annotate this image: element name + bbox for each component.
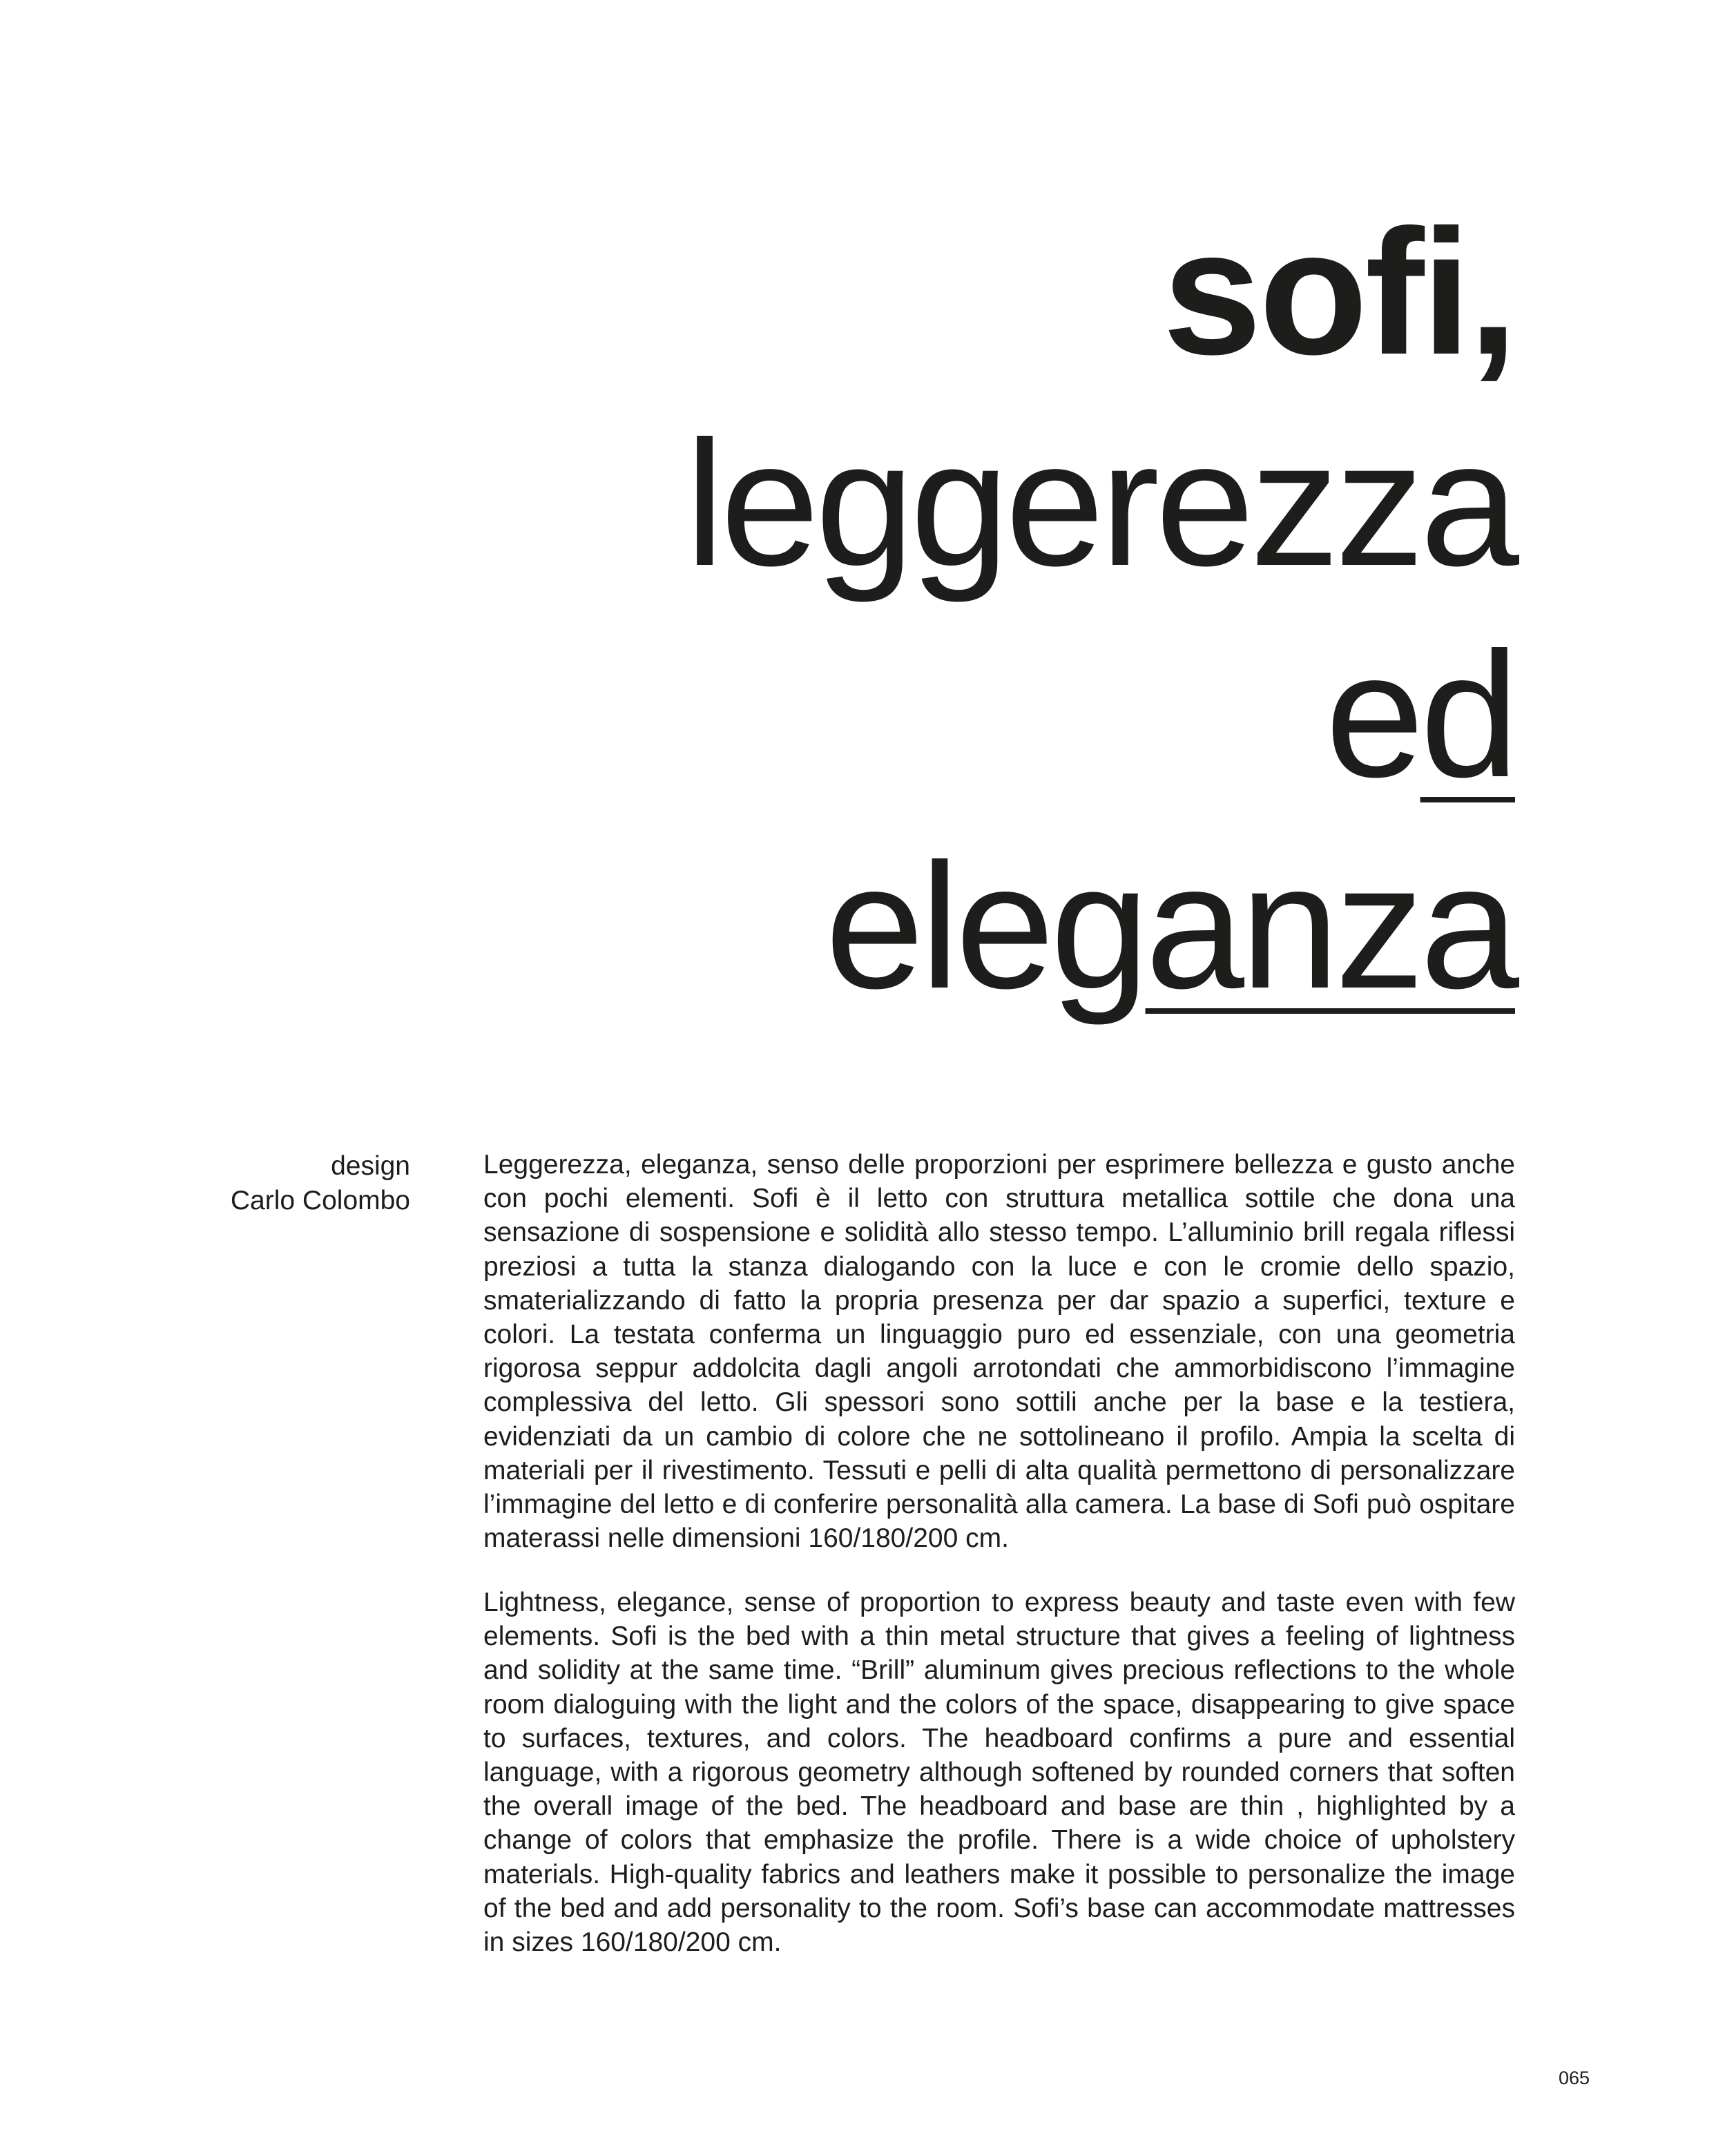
title-eleganza-underlined: anza: [1145, 826, 1515, 1026]
title-line-sofi: sofi,: [1162, 192, 1515, 392]
english-description: Lightness, elegance, sense of proportion to express beauty and taste even with few elements. Sofi is the bed with a thin metal structure that gives a feeling of lightness and solidity at the same time. “Brill” aluminum gives precious reflections to the whole room dialoguing with the light and the colors of the space, disappearing to give space to surfaces, textures, and colors. The headboard confirms a pure and essential language, with a rigorous geometry although softened by rounded corners that soften the overall image of the bed. The headboard and base are thin , highlighted by a change of colors that emphasize the profile. There is a wide choice of upholstery materials. High-quality fabrics and leathers make it possible to personalize the image of the bed and add personality to the room. Sofi’s base can accommodate mattresses in sizes 160/180/200 cm.: [483, 1588, 1515, 1958]
title-line-eleganza: [685, 820, 1515, 1032]
title-line-leggerezza: leggerezza: [684, 403, 1515, 603]
credit-label: design: [331, 1151, 410, 1181]
design-credit: [231, 1149, 410, 1218]
page-number: 065: [1558, 2068, 1590, 2088]
title-line-ed: [685, 609, 1515, 820]
title-ed-plain: e: [1325, 615, 1420, 814]
page-title: [685, 186, 1515, 1032]
title-eleganza-plain: eleg: [825, 826, 1146, 1026]
title-ed-underlined: d: [1420, 615, 1515, 814]
designer-name: Carlo Colombo: [230, 1186, 410, 1215]
italian-description: Leggerezza, eleganza, senso delle proporzioni per esprimere bellezza e gusto anche con pochi elementi. Sofi è il letto con struttura metallica sottile che dona una sensazione di sospensione e solidità allo stesso tempo. L’alluminio brill regala riflessi preziosi a tutta la stanza dialogando con la luce e con le cromie dello spazio, smaterializzando di fatto la propria presenza per dar spazio a superfici, texture e colori. La testata conferma un linguaggio puro ed essenziale, con una geometria rigorosa seppur addolcita dagli angoli arrotondati che ammorbidiscono l’immagine complessiva del letto. Gli spessori sono sottili anche per la base e la testiera, evidenziati da un cambio di colore che ne sottolineano il profilo. Ampia la scelta di materiali per il rivestimento. Tessuti e pelli di alta qualità permettono di personalizzare l’immagine del letto e di conferire personalità alla camera. La base di Sofi può ospitare materassi nelle dimensioni 160/180/200 cm.: [483, 1150, 1515, 1554]
